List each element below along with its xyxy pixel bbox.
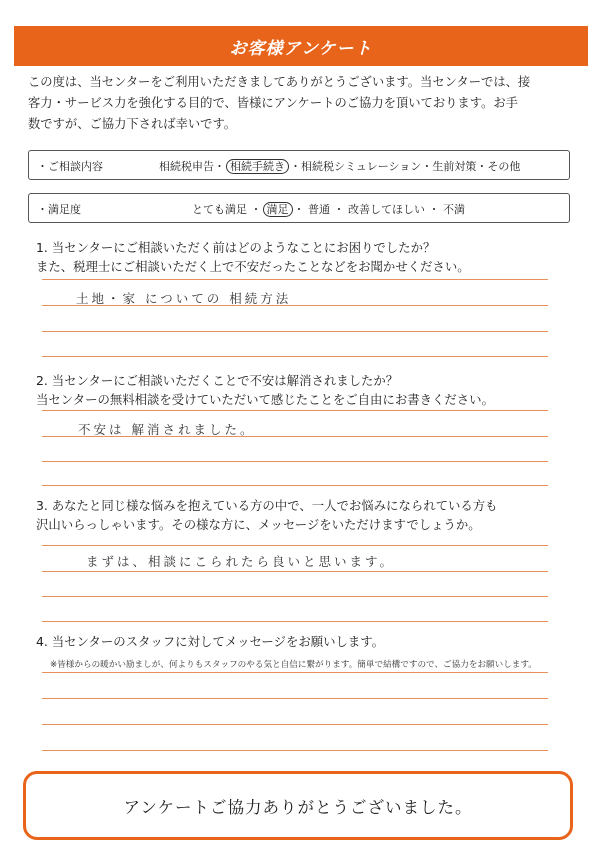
answer-rule <box>42 672 548 673</box>
answer-rule <box>42 545 548 546</box>
question-2 <box>36 371 494 409</box>
answer-rule <box>42 621 548 622</box>
consult-type-label: ・ご相談内容 <box>37 160 103 173</box>
answer-rule <box>42 571 548 572</box>
answer-rule <box>42 331 548 332</box>
answer-3: まずは、相談にこられたら良いと思います。 <box>86 554 396 569</box>
intro-line: 数ですが、ご協力下されば幸いです。 <box>28 117 237 131</box>
satisfaction-box <box>28 193 570 223</box>
satisfaction-option-text: ・ 普通 ・ 改善してほしい ・ 不満 <box>293 203 465 216</box>
question-line: また、税理士にご相談いただく上で不安だったことなどをお聞かせください。 <box>36 259 470 274</box>
answer-rule <box>42 436 548 437</box>
answer-rule <box>42 461 548 462</box>
consult-option-selected[interactable]: 相続手続き <box>226 159 289 174</box>
answer-rule <box>42 750 548 751</box>
answer-rule <box>42 724 548 725</box>
answer-rule <box>42 356 548 357</box>
answer-rule <box>42 596 548 597</box>
header-bar <box>14 26 588 66</box>
question-line: 3. あなたと同じ様な悩みを抱えている方の中で、一人でお悩みになられている方も <box>36 498 498 513</box>
answer-2: 不安は 解消されました。 <box>78 422 256 437</box>
intro-line: この度は、当センターをご利用いただきましてありがとうございます。当センターでは、接 <box>28 75 531 89</box>
consult-option-text: 相続税申告・ <box>159 160 225 173</box>
consult-option-text: ・相続税シミュレーション・生前対策・その他 <box>290 160 521 173</box>
question-1 <box>36 238 470 276</box>
question-line: 4. 当センターのスタッフに対してメッセージをお願いします。 <box>36 634 385 649</box>
consult-type-box <box>28 150 570 180</box>
question-line: 1. 当センターにご相談いただく前はどのようなことにお困りでしたか？ <box>36 240 436 255</box>
question-4 <box>36 632 384 651</box>
question-line: 2. 当センターにご相談いただくことで不安は解消されましたか？ <box>36 373 399 388</box>
question-line: 当センターの無料相談を受けていただいて感じたことをご自由にお書きください。 <box>36 392 494 407</box>
satisfaction-option-selected[interactable]: 満足 <box>263 202 293 217</box>
page-title: お客様アンケート <box>229 38 373 59</box>
intro-text <box>28 72 580 135</box>
answer-rule <box>42 279 548 280</box>
thank-you-message: アンケートご協力ありがとうございました。 <box>123 797 473 817</box>
footer-box <box>23 771 573 840</box>
question-4-note: ※皆様からの暖かい励ましが、何よりもスタッフのやる気と自信に繋がります。簡単で結構ですので、ご協力をお願いします。 <box>50 660 537 670</box>
answer-rule <box>42 305 548 306</box>
question-3 <box>36 496 498 534</box>
satisfaction-options <box>192 201 465 217</box>
question-line: 沢山いらっしゃいます。その様な方に、メッセージをいただけますでしょうか。 <box>36 517 481 532</box>
satisfaction-label: ・満足度 <box>37 203 81 216</box>
consult-type-options <box>159 158 520 174</box>
satisfaction-option-text: とても満足 ・ <box>192 203 262 216</box>
answer-rule <box>42 410 548 411</box>
intro-line: 客力・サービス力を強化する目的で、皆様にアンケートのご協力を頂いております。お手 <box>28 96 518 110</box>
answer-1: 土地・家 についての 相続方法 <box>76 291 292 306</box>
answer-rule <box>42 698 548 699</box>
answer-rule <box>42 485 548 486</box>
